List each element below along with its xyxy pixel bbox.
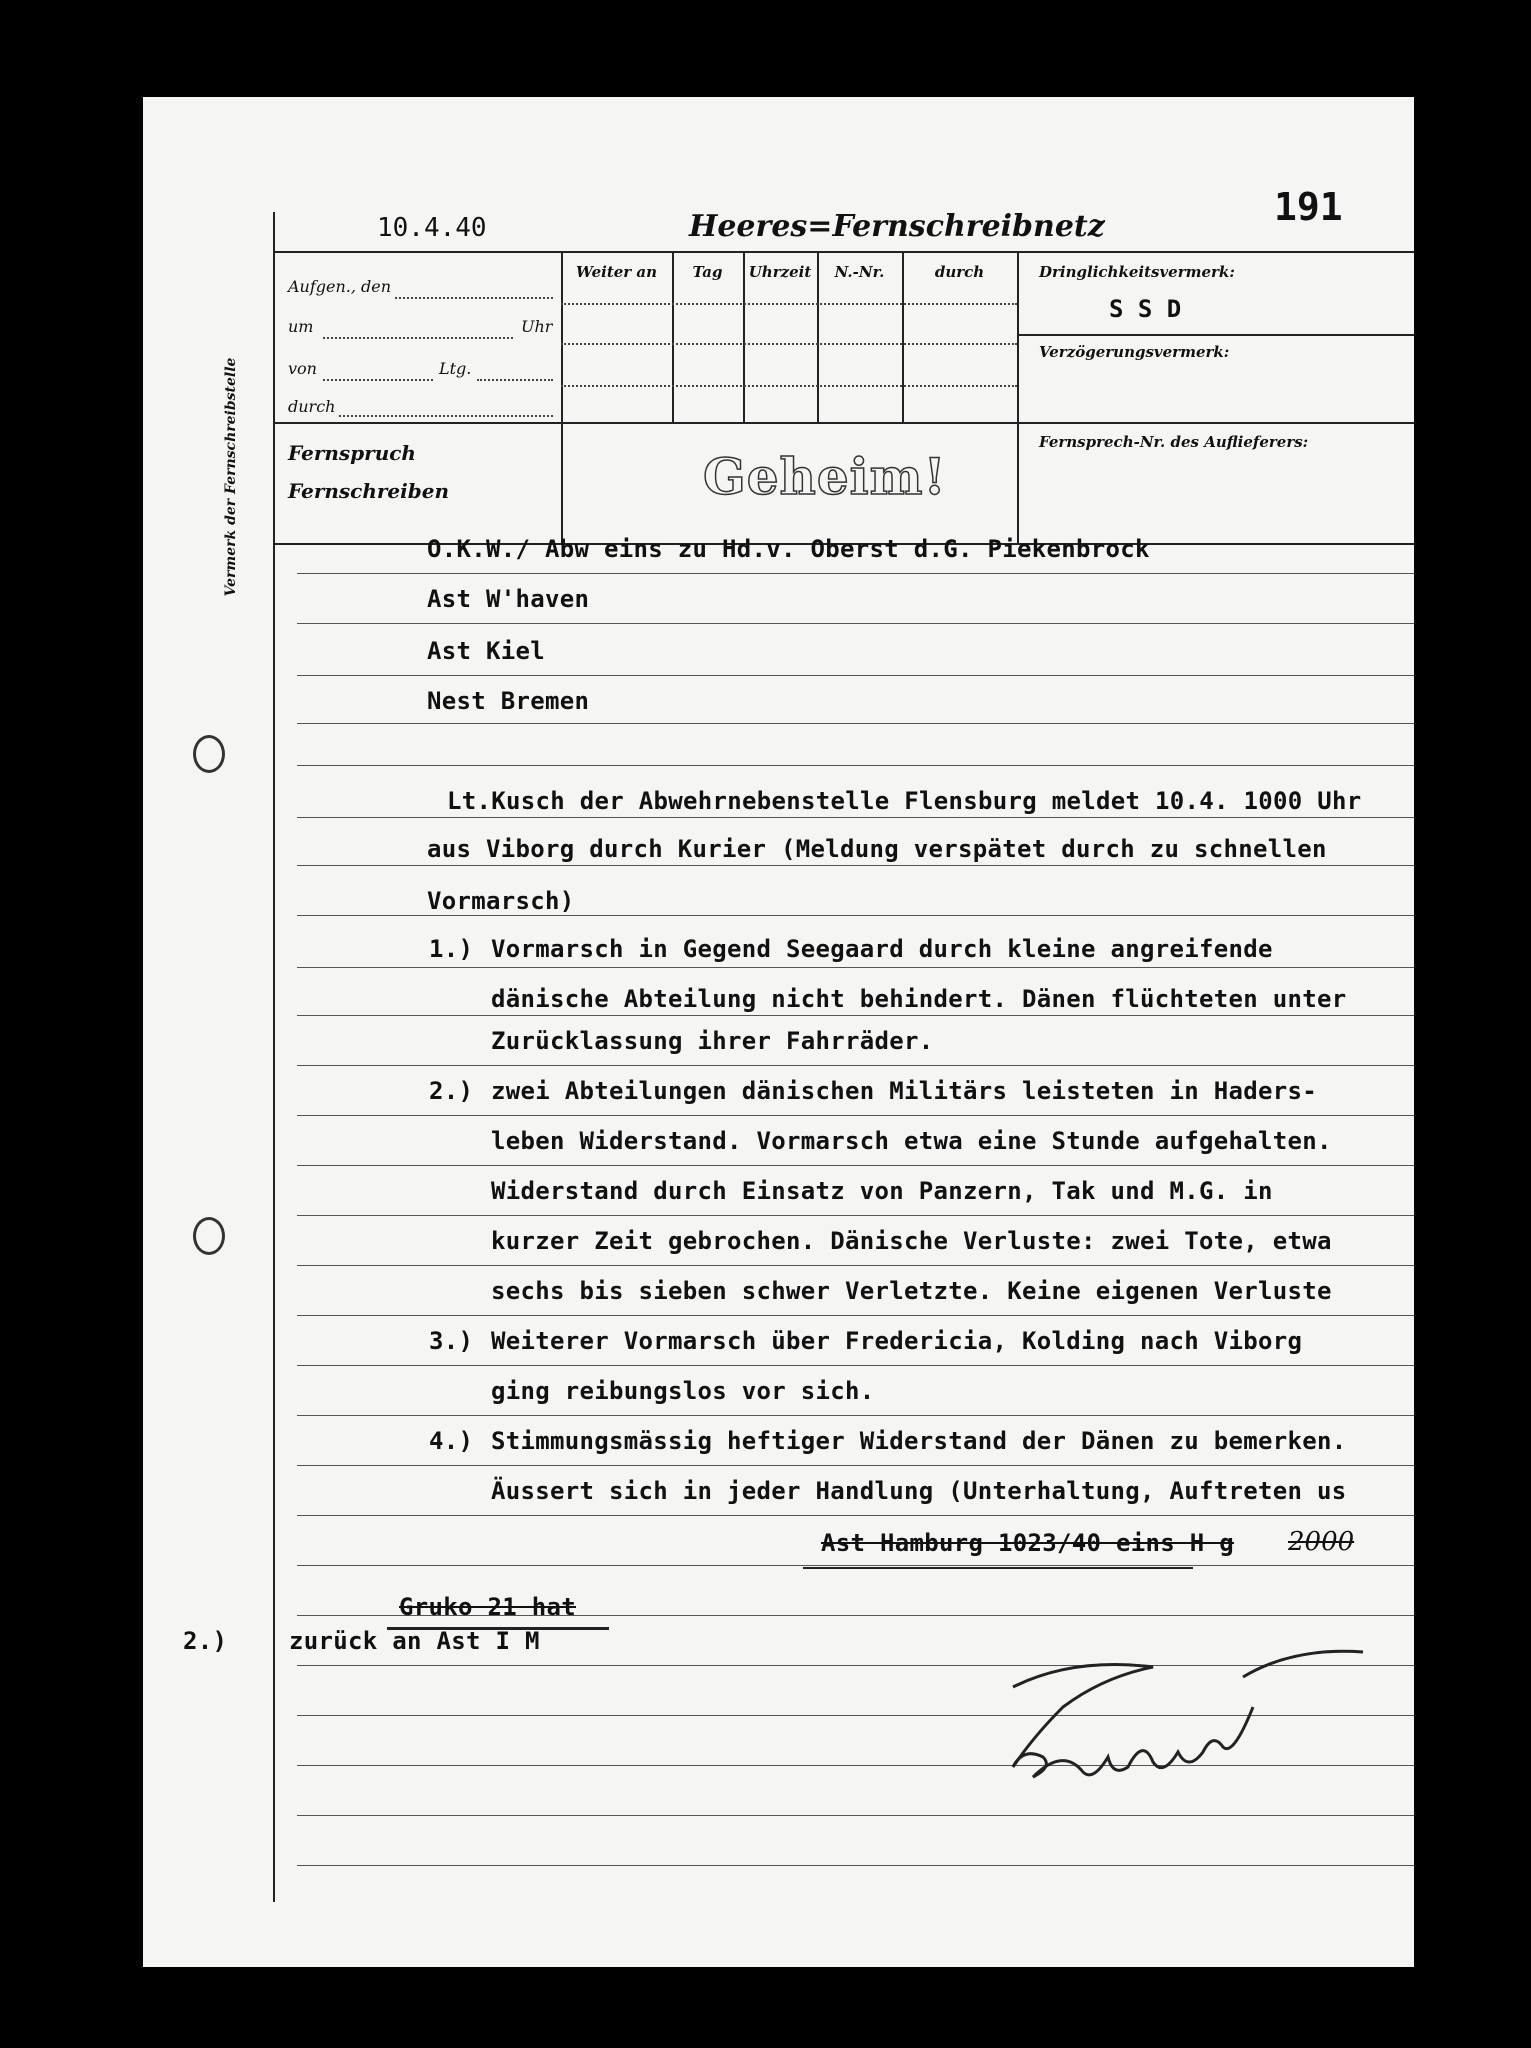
sender-line: Ast Hamburg 1023/40 eins H g — [821, 1529, 1234, 1557]
col-tag: Tag — [692, 263, 723, 281]
aufgen-dots — [395, 297, 553, 299]
rule — [297, 1065, 1419, 1066]
item-line: Äussert sich in jeder Handlung (Unterhaltung, Auftreten us — [491, 1477, 1347, 1505]
rule — [297, 1865, 1419, 1866]
rule — [297, 1315, 1419, 1316]
ltg-dots — [477, 379, 553, 381]
punch-hole — [193, 735, 225, 773]
page-number: 191 — [1274, 185, 1343, 229]
rule — [297, 1215, 1419, 1216]
rule — [297, 1415, 1419, 1416]
item-number: 3.) — [429, 1327, 474, 1355]
col-durch: durch — [934, 263, 985, 281]
fernspruch-label: Fernspruch — [288, 441, 416, 465]
von-label: von — [288, 359, 317, 378]
gruko-note: Gruko 21 hat — [399, 1593, 576, 1621]
col-weiter-an: Weiter an — [575, 263, 658, 281]
item-number: 4.) — [429, 1427, 474, 1455]
divider — [1017, 334, 1419, 336]
col-n-nr: N.-Nr. — [834, 263, 885, 281]
rule — [297, 817, 1419, 818]
item-line: zwei Abteilungen dänischen Militärs leisteten in Haders- — [491, 1077, 1317, 1105]
column-divider — [1017, 251, 1019, 543]
return-note: zurück an Ast I M — [289, 1627, 540, 1655]
punch-hole — [193, 1217, 225, 1255]
column-divider — [561, 251, 563, 543]
rule — [297, 1165, 1419, 1166]
um-label: um — [288, 317, 314, 336]
item-line: Zurücklassung ihrer Fahrräder. — [491, 1027, 934, 1055]
table-row-line — [561, 343, 1017, 345]
item-line: sechs bis sieben schwer Verletzte. Keine eigenen Verluste — [491, 1277, 1332, 1305]
form-title: Heeres=Fernschreibnetz — [689, 209, 1105, 244]
margin-number: 2.) — [183, 1627, 228, 1655]
fernschreiben-label: Fernschreiben — [288, 479, 449, 503]
rule — [297, 1015, 1419, 1016]
rule — [297, 1265, 1419, 1266]
col-uhrzeit: Uhrzeit — [748, 263, 812, 281]
durch-dots — [339, 415, 553, 417]
delay-label: Verzögerungsvermerk: — [1039, 343, 1230, 361]
item-line: leben Widerstand. Vormarsch etwa eine Stunde aufgehalten. — [491, 1127, 1332, 1155]
rule — [297, 865, 1419, 866]
urgency-value: S S D — [1109, 295, 1182, 323]
rule — [297, 1115, 1419, 1116]
item-line: ging reibungslos vor sich. — [491, 1377, 875, 1405]
rule — [297, 1565, 1419, 1566]
divider — [273, 422, 1419, 424]
geheim-stamp: Geheim! — [703, 447, 947, 506]
item-line: Widerstand durch Einsatz von Panzern, Tak und M.G. in — [491, 1177, 1273, 1205]
item-number: 1.) — [429, 935, 474, 963]
rule — [297, 967, 1419, 968]
rule — [297, 623, 1419, 624]
telegram-form — [138, 92, 1419, 1972]
rule — [297, 675, 1419, 676]
durch-label: durch — [288, 397, 336, 416]
recipient-line: Ast Kiel — [427, 637, 545, 665]
item-line: Vormarsch in Gegend Seegaard durch kleine angreifende — [491, 935, 1273, 963]
item-line: kurzer Zeit gebrochen. Dänische Verluste: zwei Tote, etwa — [491, 1227, 1332, 1255]
form-top-line — [273, 251, 1419, 253]
date: 10.4.40 — [377, 213, 487, 243]
item-number: 2.) — [429, 1077, 474, 1105]
rule — [297, 1465, 1419, 1466]
sender-underline — [803, 1567, 1193, 1569]
rule — [297, 765, 1419, 766]
aufgen-label: Aufgen., den — [288, 277, 392, 296]
von-dots — [323, 379, 433, 381]
rule — [297, 915, 1419, 916]
item-line: Weiterer Vormarsch über Fredericia, Kolding nach Viborg — [491, 1327, 1303, 1355]
um-dots — [323, 337, 513, 339]
form-left-line — [273, 212, 275, 1902]
table-row-line — [561, 303, 1017, 305]
table-row-line — [561, 385, 1017, 387]
signature — [953, 1637, 1373, 1817]
phone-label: Fernsprech-Nr. des Auflieferers: — [1039, 433, 1309, 451]
ltg-label: Ltg. — [439, 359, 472, 378]
rule — [297, 1365, 1419, 1366]
uhr-label: Uhr — [521, 317, 553, 336]
rule — [297, 1515, 1419, 1516]
side-label: Vermerk der Fernschreibstelle — [223, 357, 239, 597]
intro-line: aus Viborg durch Kurier (Meldung verspätet durch zu schnellen — [427, 835, 1327, 863]
item-line: Stimmungsmässig heftiger Widerstand der Dänen zu bemerken. — [491, 1427, 1347, 1455]
intro-line: Vormarsch) — [427, 887, 575, 915]
sender-handwritten: 2000 — [1288, 1527, 1355, 1557]
rule — [297, 573, 1419, 574]
intro-line: Lt.Kusch der Abwehrnebenstelle Flensburg meldet 10.4. 1000 Uhr — [447, 787, 1362, 815]
urgency-label: Dringlichkeitsvermerk: — [1039, 263, 1235, 281]
recipient-line: Nest Bremen — [427, 687, 590, 715]
item-line: dänische Abteilung nicht behindert. Dänen flüchteten unter — [491, 985, 1347, 1013]
recipient-line: Ast W'haven — [427, 585, 590, 613]
recipient-line: O.K.W./ Abw eins zu Hd.v. Oberst d.G. Piekenbrock — [427, 535, 1150, 563]
rule — [297, 723, 1419, 724]
